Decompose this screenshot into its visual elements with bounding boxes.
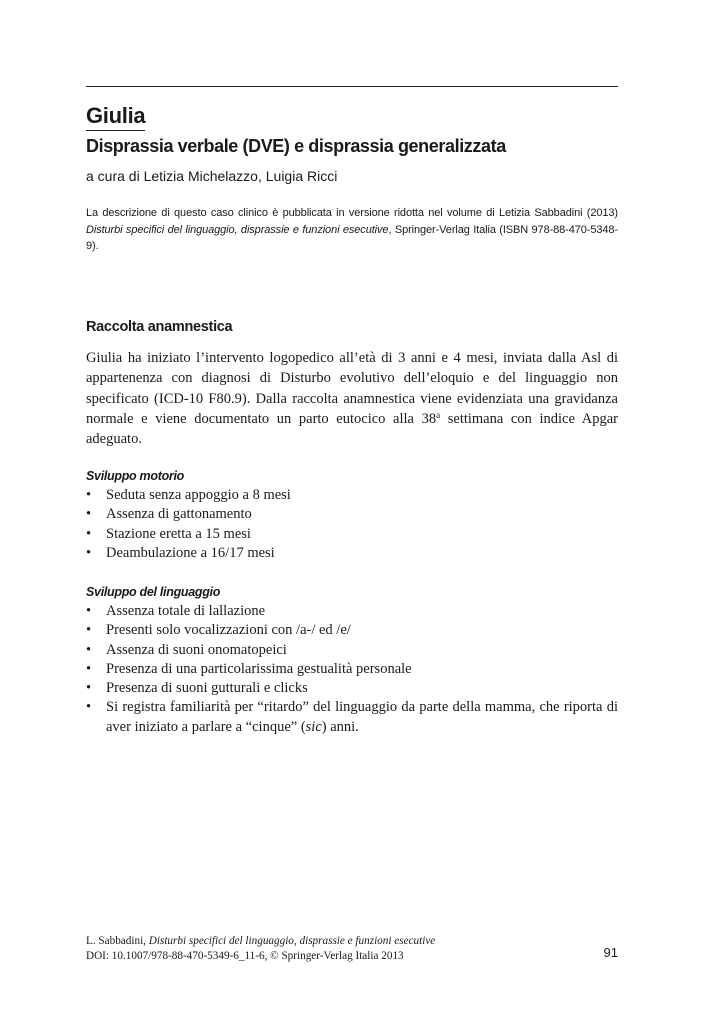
list-item-text-end: ) anni.: [321, 718, 359, 735]
motor-development-list: [86, 486, 618, 563]
list-item-text: Assenza totale di lallazione: [106, 603, 266, 619]
list-item-text: Deambulazione a 16/17 mesi: [106, 544, 275, 561]
list-item: [86, 602, 618, 621]
list-item-text: Assenza di gattonamento: [106, 506, 252, 523]
list-item-text: Seduta senza appoggio a 8 mesi: [106, 487, 291, 503]
footer-citation-line: [86, 934, 435, 949]
publication-note-book-title: Disturbi specifici del linguaggio, disprassie e funzioni esecutive: [86, 223, 389, 236]
footer-author: L. Sabbadini,: [86, 935, 149, 947]
motor-development-heading: Sviluppo motorio: [86, 469, 184, 483]
list-item-text: Presenza di suoni gutturali e clicks: [106, 680, 308, 697]
list-item-text: Presenti solo vocalizzazioni con /a-/ ed /e/: [106, 622, 351, 639]
list-item: [86, 486, 618, 505]
bullet-icon: •: [86, 487, 92, 503]
case-name-heading: Giulia: [86, 103, 145, 131]
bullet-icon: •: [86, 506, 92, 523]
sic-italic: sic: [305, 718, 322, 735]
paragraph-text: Giulia ha iniziato l’intervento logopedico all’età di 3 anni e 4 mesi, inviata dalla Asl di appartenenza con diagnosi di Disturbo evolutivo dell’eloquio e del linguaggio non specificato (ICD-10 F80.9). Dalla raccolta anamnestica viene evidenziata una gravidanza normale e viene documentato un parto eutocico alla 38: [86, 350, 618, 427]
language-development-heading: Sviluppo del linguaggio: [86, 585, 221, 599]
authors-line: a cura di Letizia Michelazzo, Luigia Ricci: [86, 168, 338, 184]
page-number: 91: [603, 945, 618, 960]
bullet-icon: •: [86, 622, 92, 639]
bullet-icon: •: [86, 525, 92, 542]
section-heading: Raccolta anamnestica: [86, 319, 233, 335]
footer-doi: DOI: 10.1007/978-88-470-5349-6_11-6, © Springer-Verlag Italia 2013: [86, 950, 404, 962]
list-item-text: Si registra familiarità per “ritardo” del linguaggio da parte della mamma, che riporta di aver iniziato a parlare a “cinque” (: [106, 699, 618, 735]
chapter-subtitle: Disprassia verbale (DVE) e disprassia generalizzata: [86, 136, 506, 156]
anamnesis-paragraph: [86, 348, 618, 449]
document-page: [86, 0, 618, 1024]
list-item: [86, 544, 618, 563]
paragraph-text-end: settimana con indice Apgar adeguato.: [86, 410, 618, 448]
list-item-text: Stazione eretta a 15 mesi: [106, 525, 251, 542]
list-item-text: Presenza di una particolarissima gestualità personale: [106, 660, 412, 677]
list-item: [86, 698, 618, 737]
footer-citation: [86, 934, 435, 964]
top-rule: [86, 86, 618, 87]
bullet-icon: •: [86, 699, 92, 716]
footer-book-title: Disturbi specifici del linguaggio, disprassie e funzioni esecutive: [148, 935, 436, 947]
list-item-text: Assenza di suoni onomatopeici: [106, 641, 287, 658]
list-item: [86, 505, 618, 524]
ordinal-superscript: a: [436, 409, 441, 420]
bullet-icon: •: [86, 680, 92, 697]
bullet-icon: •: [86, 641, 92, 658]
bullet-icon: •: [86, 544, 92, 561]
list-item: [86, 525, 618, 544]
bullet-icon: •: [86, 660, 92, 677]
list-item: [86, 679, 618, 698]
publication-note-text: La descrizione di questo caso clinico è pubblicata in versione ridotta nel volume di Letizia Sabbadini (2013): [86, 207, 618, 219]
list-item: [86, 621, 618, 640]
list-item: [86, 641, 618, 660]
publication-note-text-end: , Springer-Verlag Italia (ISBN 978-88-470-5348-9).: [86, 223, 618, 252]
bullet-icon: •: [86, 603, 92, 619]
language-development-list: [86, 602, 618, 737]
publication-note: [86, 205, 618, 255]
list-item: [86, 660, 618, 679]
